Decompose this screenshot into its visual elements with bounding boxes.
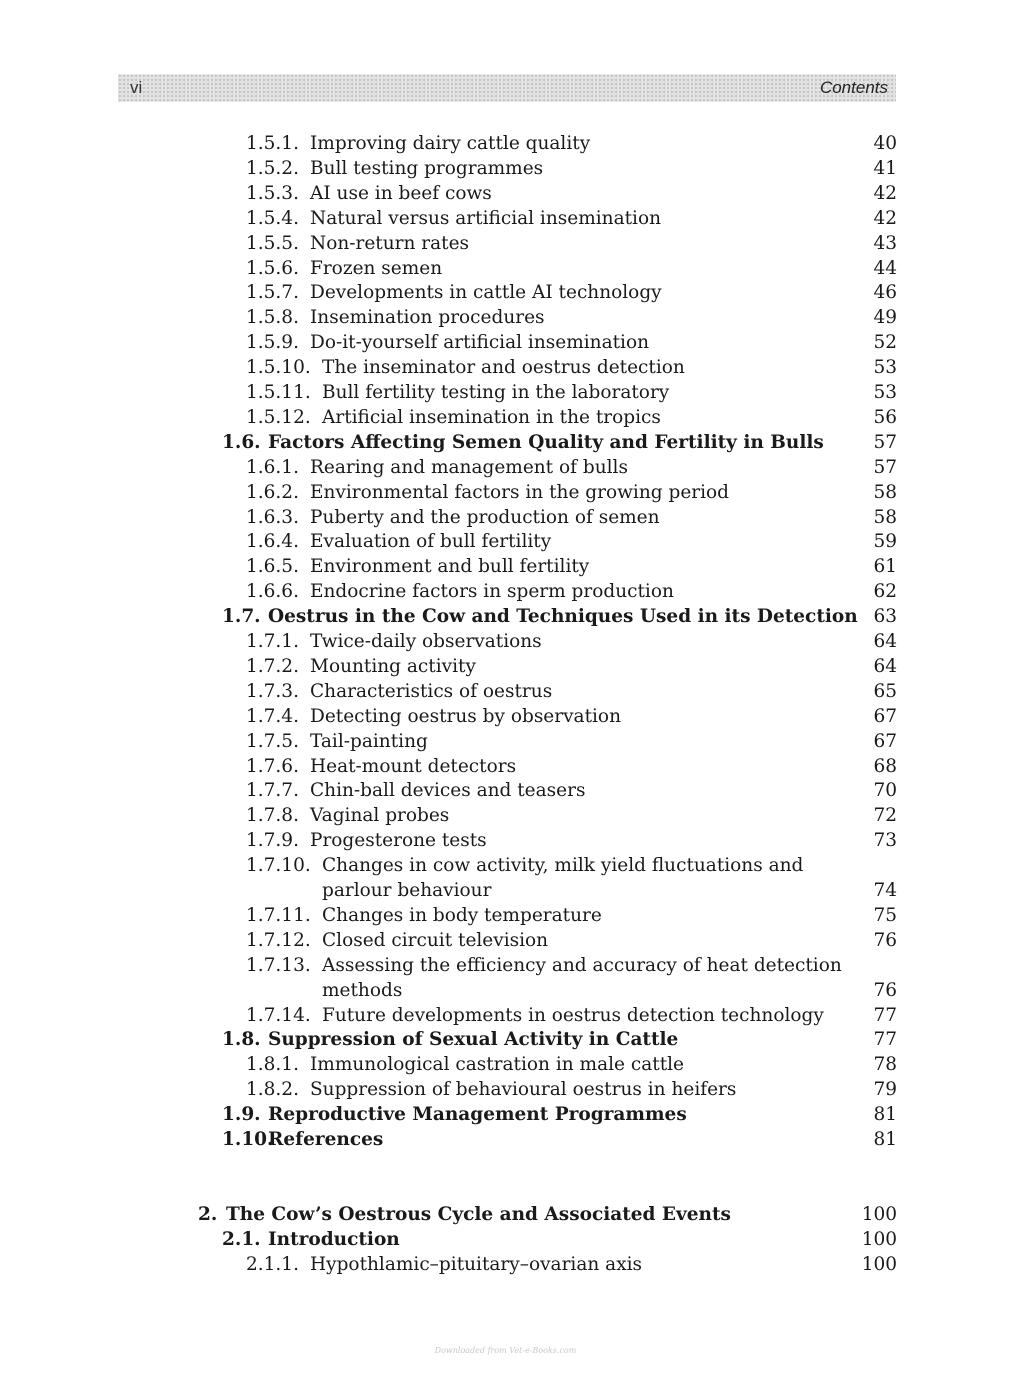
toc-entry-title: Endocrine factors in sperm production: [310, 581, 674, 603]
toc-entry-number: 1.5.2.: [246, 157, 299, 179]
toc-entry-title: Mounting activity: [310, 655, 476, 677]
toc-entry-number: 1.7.14.: [246, 1004, 311, 1026]
toc-entry-title: Heat-mount detectors: [310, 755, 517, 777]
toc-page-number: 68: [873, 755, 897, 777]
toc-entry-number: 1.7.5.: [246, 730, 299, 752]
toc-page-number: 57: [873, 431, 897, 453]
toc-entry-title: Environment and bull fertility: [310, 556, 590, 578]
running-title: Contents: [819, 78, 888, 97]
toc-page-number: 61: [873, 556, 897, 578]
toc-entry-number: 1.7.13.: [246, 954, 311, 976]
toc-entry-title-continuation: parlour behaviour: [322, 880, 492, 901]
toc-entry-title: Suppression of Sexual Activity in Cattle: [268, 1029, 679, 1051]
toc-entry-title: Artificial insemination in the tropics: [322, 406, 661, 428]
toc-entry-title: Non-return rates: [310, 232, 470, 254]
toc-entry-number: 1.5.6.: [246, 257, 299, 279]
toc-entry-title: Factors Affecting Semen Quality and Fertility in Bulls: [268, 431, 824, 453]
toc-page-number: 67: [873, 730, 897, 752]
toc-page-number: 100: [861, 1203, 897, 1225]
toc-page-number: 76: [873, 929, 897, 951]
toc-entry-title: Natural versus artificial insemination: [310, 207, 662, 229]
toc-entry-number: 1.5.4.: [246, 207, 299, 229]
toc-entry-number: 1.7.11.: [246, 904, 311, 926]
toc-page-number: 65: [873, 680, 897, 702]
toc-entry-number: 1.6.3.: [246, 506, 299, 528]
toc-page-number: 42: [873, 182, 897, 204]
toc-entry-title: Changes in cow activity, milk yield fluctuations and: [322, 855, 804, 877]
toc-page-number: 64: [873, 631, 897, 652]
toc-entry-title: Evaluation of bull fertility: [310, 531, 552, 553]
toc-entry-title: Reproductive Management Programmes: [268, 1104, 687, 1126]
toc-page-number: 57: [873, 456, 897, 478]
toc-entry-title: Twice-daily observations: [310, 631, 542, 652]
toc-entry-title: Vaginal probes: [310, 805, 450, 827]
toc-page-number: 78: [873, 1054, 897, 1076]
toc-page-number: 58: [873, 506, 897, 528]
toc-entry-number: 1.8.2.: [246, 1079, 299, 1101]
toc-entry-title: Tail-painting: [310, 730, 428, 752]
toc-entry-number: 1.5.12.: [246, 406, 311, 428]
toc-page-number: 42: [873, 207, 897, 229]
toc-page-number: 49: [873, 307, 897, 329]
toc-entry-number: 1.6.6.: [246, 581, 299, 603]
toc-entry-title: The inseminator and oestrus detection: [322, 357, 685, 379]
toc-page-number: 79: [873, 1079, 897, 1101]
toc-entry-title: Suppression of behavioural oestrus in heifers: [310, 1079, 737, 1101]
toc-entry-title: Detecting oestrus by observation: [310, 705, 621, 727]
toc-entry-title: Developments in cattle AI technology: [310, 282, 662, 304]
toc-page-number: 53: [873, 357, 897, 379]
toc-page-number: 81: [873, 1129, 897, 1150]
toc-page-number: 67: [873, 705, 897, 727]
toc-entry-number: 2.1.: [222, 1228, 261, 1250]
toc-entry-title: Future developments in oestrus detection technology: [322, 1004, 824, 1026]
toc-page-number: 52: [873, 332, 897, 354]
toc-page-number: 44: [873, 257, 897, 279]
toc-entry-number: 2.: [198, 1203, 218, 1225]
toc-entry-number: 1.5.9.: [246, 332, 299, 354]
toc-entry-number: 1.7.12.: [246, 929, 311, 951]
toc-entry-number: 1.5.1.: [246, 133, 299, 154]
toc-entry-title: Characteristics of oestrus: [310, 680, 553, 702]
page-folio: vi: [130, 78, 143, 97]
toc-entry-title: Puberty and the production of semen: [310, 506, 660, 528]
toc-entry-number: 1.8.: [222, 1029, 261, 1051]
toc-entry-number: 1.9.: [222, 1104, 261, 1126]
toc-page-number: 81: [873, 1104, 897, 1126]
toc-entry-title: Do-it-yourself artificial insemination: [310, 332, 650, 354]
toc-entry-title: Changes in body temperature: [322, 904, 602, 926]
toc-entry-title: Bull testing programmes: [310, 157, 544, 179]
toc-entry-number: 1.7.10.: [246, 855, 311, 877]
toc-entry-number: 1.7.1.: [246, 631, 299, 652]
toc-page-number: 73: [873, 830, 897, 852]
toc-entry-number: 1.7.8.: [246, 805, 299, 827]
toc-entry-title: Improving dairy cattle quality: [310, 133, 591, 154]
toc-entry-number: 1.5.10.: [246, 357, 311, 379]
toc-page-number: 70: [873, 780, 897, 802]
toc-entry-number: 2.1.1.: [246, 1253, 299, 1275]
toc-entry-title-continuation: methods: [322, 979, 403, 1001]
toc-entry-title: Introduction: [268, 1228, 400, 1250]
toc-entry-number: 1.6.5.: [246, 556, 299, 578]
toc-entry-number: 1.6.: [222, 431, 261, 453]
toc-page-number: 62: [873, 581, 897, 603]
toc-entry-number: 1.10.: [222, 1129, 274, 1150]
download-watermark: Downloaded from Vet-e-Books.com: [434, 1346, 577, 1355]
toc-entry-number: 1.5.3.: [246, 182, 299, 204]
toc-entry-title: Closed circuit television: [322, 929, 549, 951]
toc-entry-title: The Cow’s Oestrous Cycle and Associated Events: [226, 1203, 731, 1225]
toc-entry-number: 1.7.9.: [246, 830, 299, 852]
toc-entry-title: AI use in beef cows: [310, 182, 492, 204]
toc-page-number: 72: [873, 805, 897, 827]
toc-entry-title: Frozen semen: [310, 257, 443, 279]
toc-page-number: 75: [873, 904, 897, 926]
toc-entry-number: 1.7.2.: [246, 655, 299, 677]
toc-entry-title: Rearing and management of bulls: [310, 456, 628, 478]
toc-entry-title: Progesterone tests: [310, 830, 487, 852]
toc-entry-title: Immunological castration in male cattle: [310, 1054, 684, 1076]
toc-entry-number: 1.7.7.: [246, 780, 299, 802]
toc-entry-number: 1.7.6.: [246, 755, 299, 777]
toc-entry-number: 1.7.: [222, 606, 261, 628]
toc-page-number: 40: [873, 133, 897, 154]
toc-page-number: 43: [873, 232, 897, 254]
toc-page-number: 59: [873, 531, 897, 553]
toc-entry-title: Assessing the efficiency and accuracy of heat detection: [322, 954, 842, 976]
toc-entry-title: References: [268, 1129, 384, 1150]
toc-entry-number: 1.5.7.: [246, 282, 299, 304]
toc-entry-number: 1.6.2.: [246, 481, 299, 503]
toc-entry-title: Hypothlamic–pituitary–ovarian axis: [310, 1253, 643, 1275]
toc-page-number: 53: [873, 382, 897, 403]
toc-page-number: 77: [873, 1004, 897, 1026]
toc-entry-title: Bull fertility testing in the laboratory: [322, 382, 670, 403]
toc-page-number: 41: [873, 157, 897, 179]
toc-entry-title: Insemination procedures: [310, 307, 545, 329]
toc-page-number: 58: [873, 481, 897, 503]
toc-entry-number: 1.6.4.: [246, 531, 299, 553]
toc-page-number: 77: [873, 1029, 897, 1051]
toc-entry-number: 1.6.1.: [246, 456, 299, 478]
toc-entry-number: 1.8.1.: [246, 1054, 299, 1076]
toc-page-number: 56: [873, 406, 897, 428]
toc-page-number: 76: [873, 979, 897, 1001]
toc-entry-title: Chin-ball devices and teasers: [310, 780, 586, 802]
toc-entry-number: 1.5.5.: [246, 232, 299, 254]
toc-entry-number: 1.5.8.: [246, 307, 299, 329]
toc-page-number: 63: [873, 606, 897, 628]
toc-entry-number: 1.5.11.: [246, 382, 311, 403]
toc-page-number: 74: [873, 880, 897, 901]
toc-page-number: 46: [873, 282, 897, 304]
toc-entry-title: Environmental factors in the growing period: [310, 481, 730, 503]
toc-page-number: 100: [861, 1228, 897, 1250]
toc-entry-number: 1.7.3.: [246, 680, 299, 702]
toc-entry-title: Oestrus in the Cow and Techniques Used in its Detection: [268, 606, 858, 628]
toc-page-number: 100: [861, 1253, 897, 1275]
toc-entry-number: 1.7.4.: [246, 705, 299, 727]
toc-page-number: 64: [873, 655, 897, 677]
